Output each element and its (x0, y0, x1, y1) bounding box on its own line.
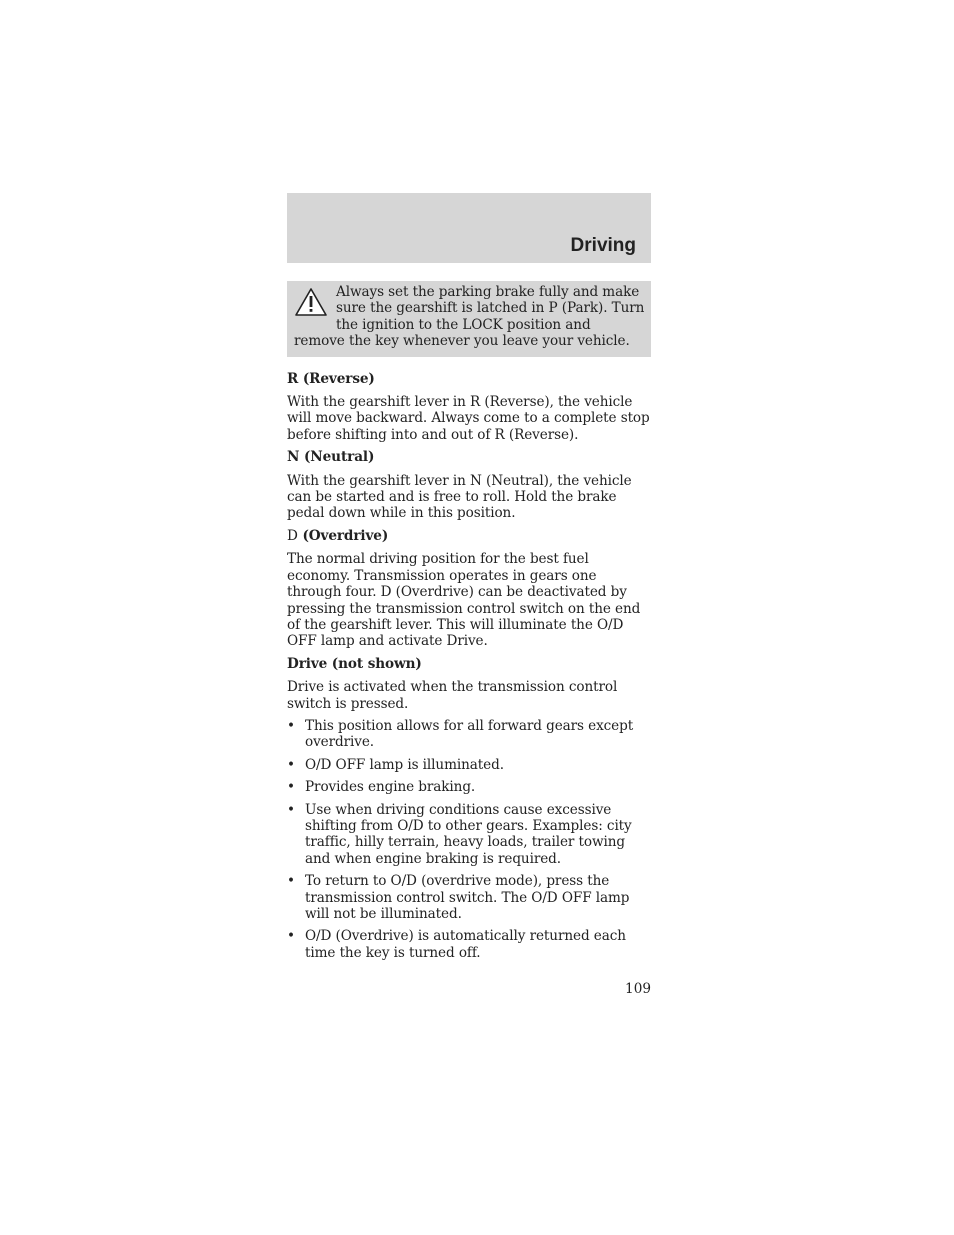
page-number: 109 (625, 981, 651, 997)
paragraph-reverse: With the gearshift lever in R (Reverse), the vehicle will move backward. Always come to a complete stop before shifting into and out of R (Reverse). (287, 394, 650, 443)
list-item (287, 757, 651, 773)
warning-text: Always set the parking brake fully and make sure the gearshift is latched in P (Park). Turn the ignition to the LOCK position and remove the key whenever you leave your vehicle. (294, 284, 645, 350)
list-item (287, 718, 651, 751)
list-item-text: This position allows for all forward gears except overdrive. (305, 717, 634, 751)
list-item-text: To return to O/D (overdrive mode), press the transmission control switch. The O/D OFF lamp will not be illuminated. (305, 873, 630, 922)
warning-triangle-icon (294, 287, 328, 317)
list-item-text: Provides engine braking. (305, 779, 476, 796)
list-item-text: O/D OFF lamp is illuminated. (305, 756, 504, 773)
list-item (287, 779, 651, 795)
list-item-text: O/D (Overdrive) is automatically returned each time the key is turned off. (305, 928, 626, 961)
list-item-text: Use when driving conditions cause excessive shifting from O/D to other gears. Examples: city traffic, hilly terrain, heavy loads, trailer towing and when engine braking is required. (305, 801, 632, 867)
bullet-glyph: • (287, 779, 295, 796)
heading-overdrive (287, 528, 651, 544)
paragraph-neutral: With the gearshift lever in N (Neutral), the vehicle can be started and is free to roll. Hold the brake pedal down while in this position. (287, 472, 632, 522)
list-item (287, 928, 651, 961)
paragraph-drive: Drive is activated when the transmission control switch is pressed. (287, 679, 618, 712)
paragraph-overdrive: The normal driving position for the best fuel economy. Transmission operates in gears one through four. D (Overdrive) can be deactivated by pressing the transmission control switch on the end of the gearshift lever. This will illuminate the O/D OFF lamp and activate Drive. (287, 551, 641, 650)
list-item (287, 802, 651, 868)
drive-bullet-list (287, 718, 651, 961)
content (287, 371, 651, 962)
heading-overdrive-label: (Overdrive) (302, 527, 389, 544)
bullet-glyph: • (287, 801, 295, 818)
list-item (287, 873, 651, 922)
bullet-glyph: • (287, 717, 295, 734)
heading-neutral: N (Neutral) (287, 449, 375, 466)
heading-drive: Drive (not shown) (287, 655, 422, 672)
section-title: Driving (570, 235, 636, 256)
bullet-glyph: • (287, 928, 295, 945)
page-column (287, 193, 651, 967)
heading-overdrive-prefix: D (287, 527, 298, 544)
warning-box (287, 281, 651, 357)
bullet-glyph: • (287, 873, 295, 890)
bullet-glyph: • (287, 756, 295, 773)
section-header-band (287, 193, 651, 263)
heading-reverse: R (Reverse) (287, 370, 375, 387)
